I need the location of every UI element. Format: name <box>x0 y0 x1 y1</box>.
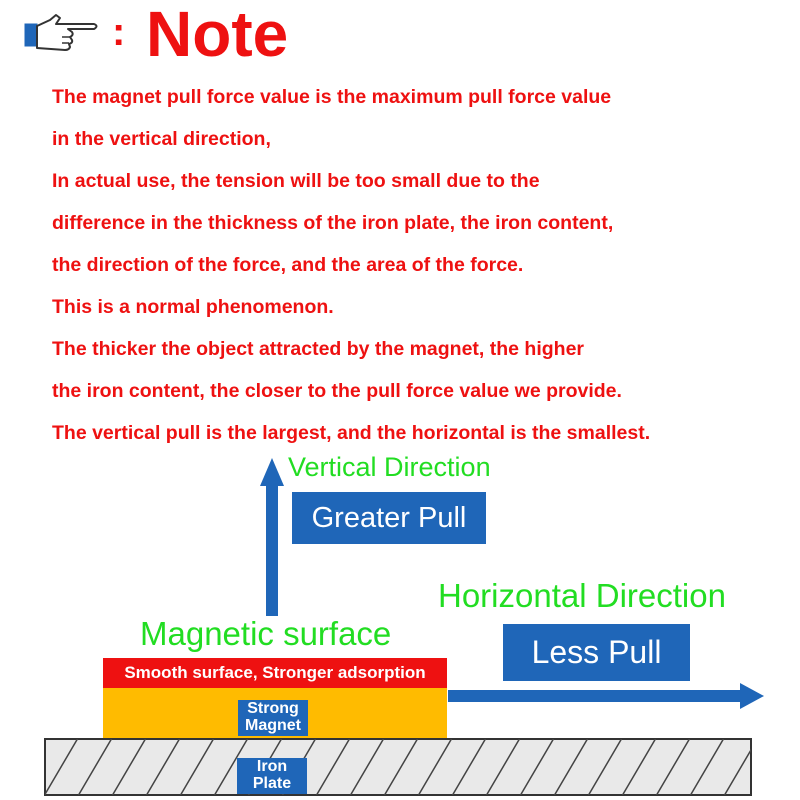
strong-magnet-label <box>238 700 308 736</box>
magnetic-surface-label: Magnetic surface <box>140 615 392 652</box>
greater-pull-label: Greater Pull <box>292 492 486 544</box>
iron-plate-line: Iron <box>256 758 288 775</box>
note-line: The vertical pull is the largest, and the horizontal is the smallest. <box>52 422 651 444</box>
note-line: in the vertical direction, <box>52 128 271 150</box>
note-line: The thicker the object attracted by the magnet, the higher <box>52 338 585 360</box>
strong-magnet-line: Magnet <box>245 717 301 734</box>
less-pull-label: Less Pull <box>503 624 690 681</box>
iron-plate-line: Plate <box>252 775 292 792</box>
note-line: the direction of the force, and the area of the force. <box>52 254 524 276</box>
title-colon: : <box>112 10 126 54</box>
page-title: Note <box>146 0 289 70</box>
vertical-direction-label: Vertical Direction <box>288 452 491 482</box>
note-line: This is a normal phenomenon. <box>52 296 334 318</box>
horizontal-arrow-icon <box>448 683 764 709</box>
iron-plate <box>44 738 752 796</box>
horizontal-direction-label: Horizontal Direction <box>438 577 726 614</box>
note-line: difference in the thickness of the iron plate, the iron content, <box>52 212 614 234</box>
vertical-arrow-icon <box>260 458 284 616</box>
magnet-surface-band: Smooth surface, Stronger adsorption <box>103 658 447 688</box>
strong-magnet-line: Strong <box>247 700 299 717</box>
note-line: the iron content, the closer to the pull force value we provide. <box>52 380 622 402</box>
note-line: In actual use, the tension will be too small due to the <box>52 170 540 192</box>
iron-plate-label <box>237 758 307 794</box>
note-line: The magnet pull force value is the maximum pull force value <box>52 86 612 108</box>
